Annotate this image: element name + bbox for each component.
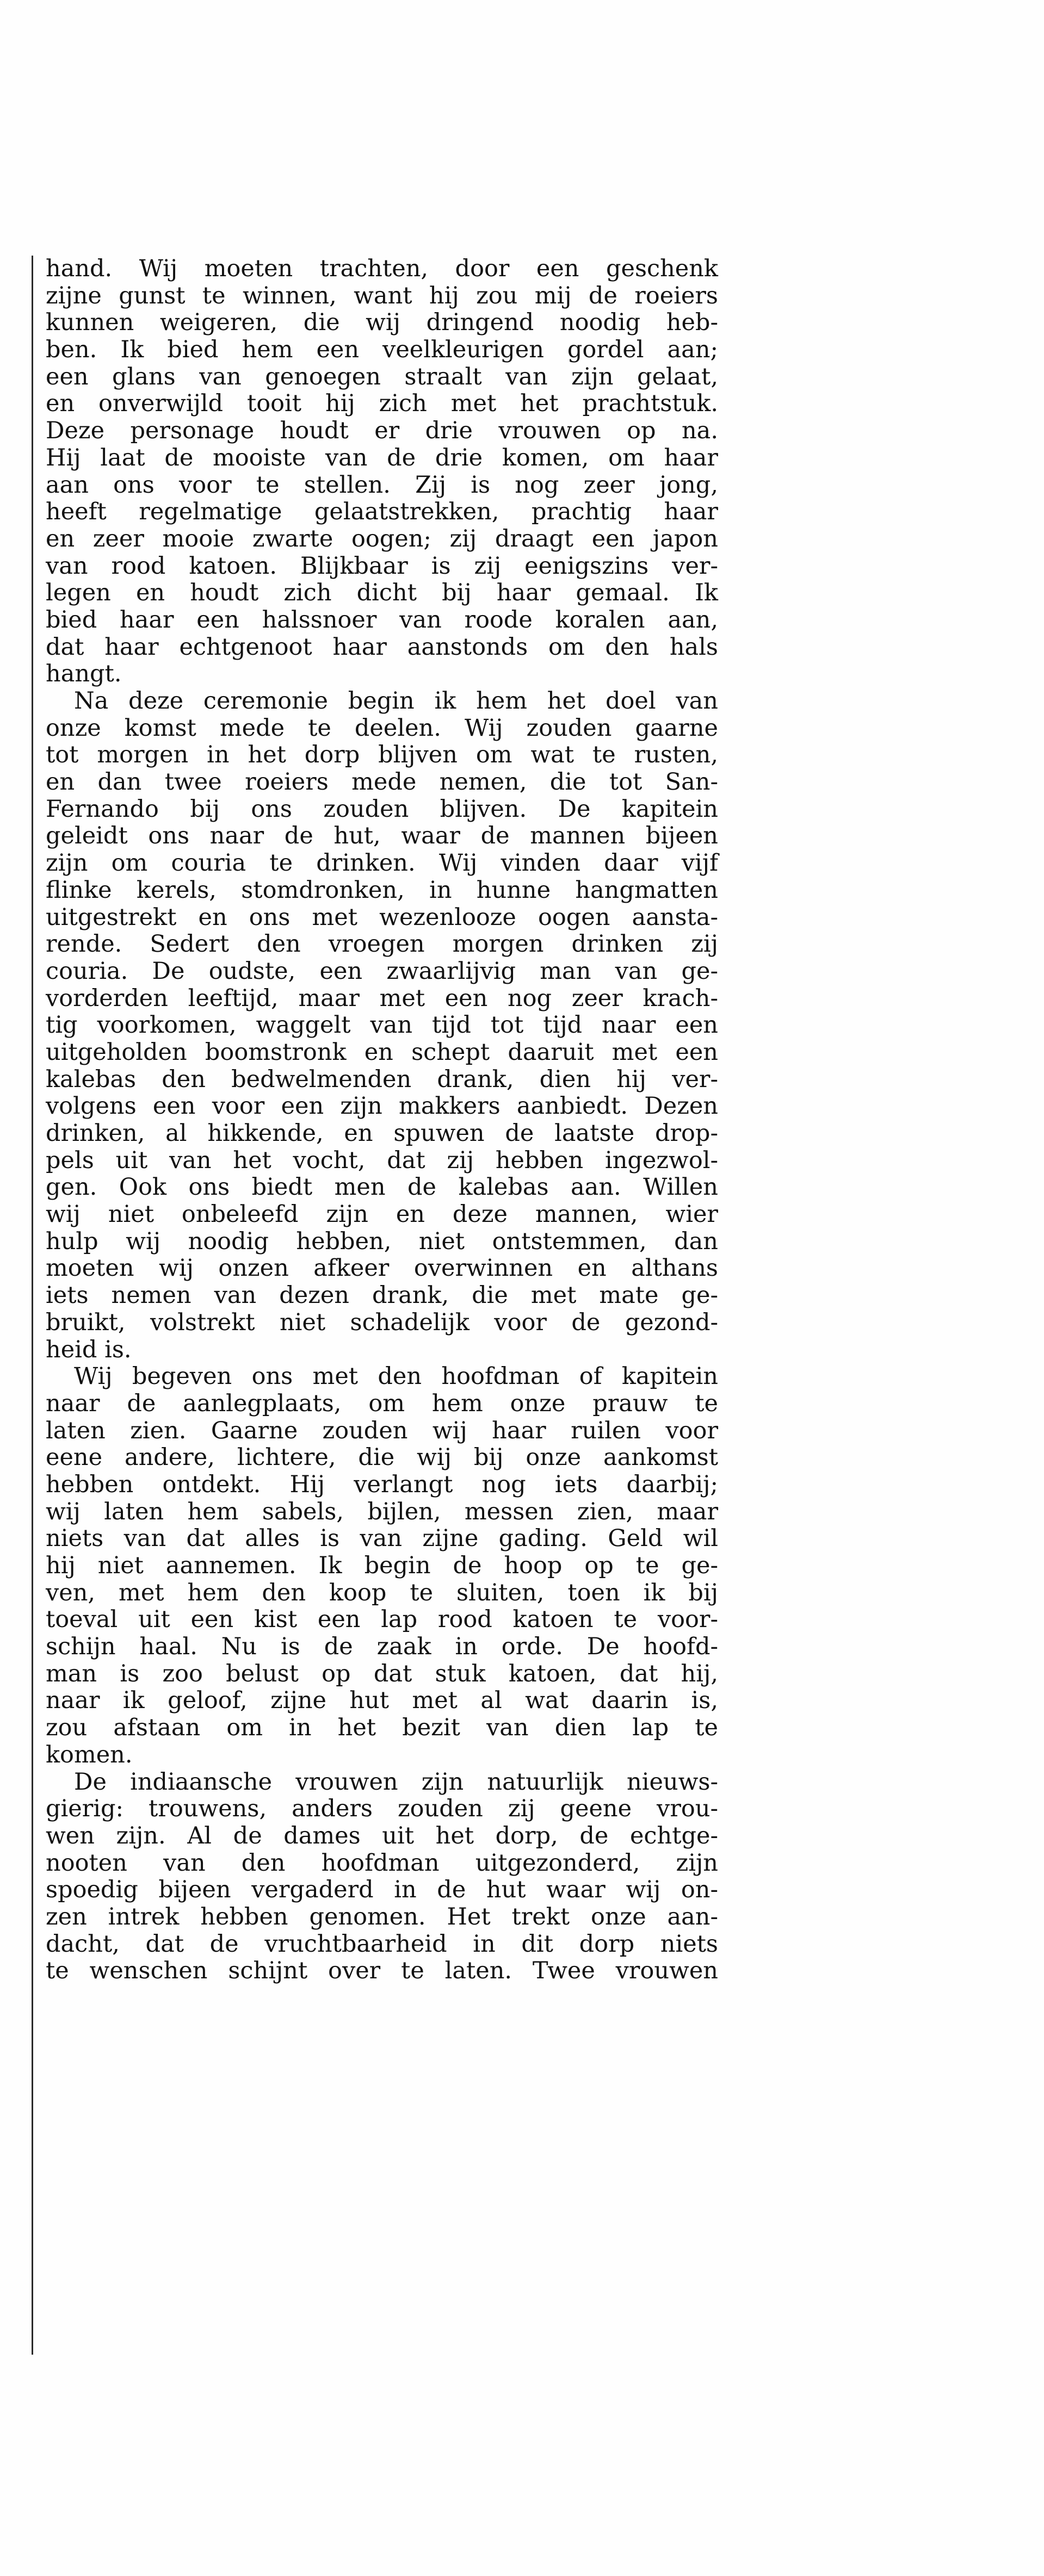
text-line: wen zijn. Al de dames uit het dorp, de echtge-: [46, 1822, 718, 1849]
text-line: naar ik geloof, zijne hut met al wat daarin is,: [46, 1687, 718, 1715]
text-line: man is zoo belust op dat stuk katoen, dat hij,: [46, 1660, 718, 1687]
text-line: niets van dat alles is van zijne gading. Geld wil: [46, 1525, 718, 1553]
text-line: laten zien. Gaarne zouden wij haar ruilen voor: [46, 1417, 718, 1444]
text-line: iets nemen van dezen drank, die met mate ge-: [46, 1282, 718, 1309]
text-line: heid is.: [46, 1336, 132, 1363]
text-line: dacht, dat de vruchtbaarheid in dit dorp niets: [46, 1930, 718, 1958]
text-line: ben. Ik bied hem een veelkleurigen gordel aan;: [46, 336, 718, 364]
text-line: drinken, al hikkende, en spuwen de laatste drop-: [46, 1120, 718, 1147]
text-line: en onverwijld tooit hij zich met het prachtstuk.: [46, 390, 718, 418]
text-line: Deze personage houdt er drie vrouwen op na.: [46, 417, 718, 445]
text-line: geleidt ons naar de hut, waar de mannen bijeen: [46, 822, 718, 850]
text-line: eene andere, lichtere, die wij bij onze aankomst: [46, 1444, 718, 1472]
text-line: legen en houdt zich dicht bij haar gemaal. Ik: [46, 579, 718, 607]
text-line: komen.: [46, 1741, 133, 1768]
text-line: tig voorkomen, waggelt van tijd tot tijd naar een: [46, 1011, 718, 1039]
text-line: nooten van den hoofdman uitgezonderd, zijn: [46, 1849, 718, 1877]
paragraph: [46, 688, 718, 1363]
text-line: wij niet onbeleefd zijn en deze mannen, wier: [46, 1201, 718, 1228]
text-line: dat haar echtgenoot haar aanstonds om den hals: [46, 633, 718, 661]
text-line: hij niet aannemen. Ik begin de hoop op te ge-: [46, 1552, 718, 1579]
text-line: rende. Sedert den vroegen morgen drinken zij: [46, 930, 718, 958]
text-line: flinke kerels, stomdronken, in hunne hangmatten: [46, 876, 718, 904]
text-line: ven, met hem den koop te sluiten, toen ik bij: [46, 1579, 718, 1606]
text-line: vorderden leeftijd, maar met een nog zeer krach-: [46, 984, 718, 1012]
text-line: Na deze ceremonie begin ik hem het doel van: [74, 687, 718, 715]
text-line: zou afstaan om in het bezit van dien lap te: [46, 1714, 718, 1742]
paragraph: [46, 1769, 718, 1985]
text-line: Wij begeven ons met den hoofdman of kapitein: [74, 1363, 718, 1391]
text-line: zijn om couria te drinken. Wij vinden daar vijf: [46, 849, 718, 877]
text-line: een glans van genoegen straalt van zijn gelaat,: [46, 363, 718, 390]
text-line: tot morgen in het dorp blijven om wat te rusten,: [46, 741, 718, 769]
text-line: kalebas den bedwelmenden drank, dien hij ver-: [46, 1065, 718, 1093]
text-line: wij laten hem sabels, bijlen, messen zien, maar: [46, 1498, 718, 1525]
text-line: couria. De oudste, een zwaarlijvig man van ge-: [46, 957, 718, 985]
text-line: spoedig bijeen vergaderd in de hut waar wij on-: [46, 1876, 718, 1904]
text-line: aan ons voor te stellen. Zij is nog zeer jong,: [46, 471, 718, 499]
margin-rule: [32, 256, 33, 2355]
text-line: naar de aanlegplaats, om hem onze prauw te: [46, 1389, 718, 1417]
text-line: schijn haal. Nu is de zaak in orde. De hoofd-: [46, 1633, 718, 1661]
paragraph: [46, 1363, 718, 1768]
body-text: [46, 256, 718, 1985]
text-line: zijne gunst te winnen, want hij zou mij de roeiers: [46, 282, 718, 309]
text-line: bied haar een halssnoer van roode koralen aan,: [46, 606, 718, 634]
text-line: uitgestrekt en ons met wezenlooze oogen aansta-: [46, 903, 718, 931]
text-line: gierig: trouwens, anders zouden zij geene vrou-: [46, 1795, 718, 1823]
text-line: van rood katoen. Blijkbaar is zij eenigszins ver-: [46, 552, 718, 580]
text-line: onze komst mede te deelen. Wij zouden gaarne: [46, 714, 718, 742]
text-line: volgens een voor een zijn makkers aanbiedt. Dezen: [46, 1093, 718, 1120]
text-line: zen intrek hebben genomen. Het trekt onze aan-: [46, 1903, 718, 1931]
text-line: hulp wij noodig hebben, niet ontstemmen, dan: [46, 1227, 718, 1255]
text-line: kunnen weigeren, die wij dringend noodig heb-: [46, 309, 718, 337]
text-line: gen. Ook ons biedt men de kalebas aan. Willen: [46, 1174, 718, 1201]
text-line: hangt.: [46, 660, 122, 688]
text-line: moeten wij onzen afkeer overwinnen en althans: [46, 1255, 718, 1282]
paragraph: [46, 256, 718, 688]
text-line: De indiaansche vrouwen zijn natuurlijk nieuws-: [74, 1768, 718, 1796]
text-line: pels uit van het vocht, dat zij hebben ingezwol-: [46, 1146, 718, 1174]
text-line: en dan twee roeiers mede nemen, die tot San-: [46, 768, 718, 796]
text-line: te wenschen schijnt over te laten. Twee vrouwen: [46, 1957, 718, 1985]
text-line: hebben ontdekt. Hij verlangt nog iets daarbij;: [46, 1470, 718, 1498]
text-line: Hij laat de mooiste van de drie komen, om haar: [46, 444, 718, 471]
text-line: bruikt, volstrekt niet schadelijk voor de gezond-: [46, 1308, 718, 1336]
text-line: toeval uit een kist een lap rood katoen te voor-: [46, 1606, 718, 1634]
text-line: uitgeholden boomstronk en schept daaruit met een: [46, 1038, 718, 1066]
text-line: Fernando bij ons zouden blijven. De kapitein: [46, 795, 718, 823]
text-line: en zeer mooie zwarte oogen; zij draagt een japon: [46, 525, 718, 553]
text-line: hand. Wij moeten trachten, door een geschenk: [46, 255, 718, 282]
text-line: heeft regelmatige gelaatstrekken, prachtig haar: [46, 498, 718, 526]
